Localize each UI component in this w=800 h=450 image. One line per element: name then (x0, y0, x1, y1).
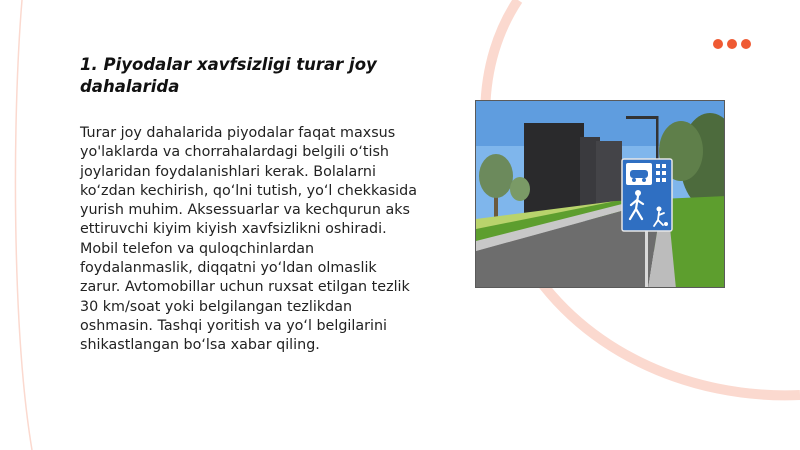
dot (727, 39, 737, 49)
residential-zone-sign-icon (622, 159, 672, 231)
slide-title: 1. Piyodalar xavfsizligi turar joy dahalarida (80, 55, 377, 96)
street-scene-illustration (476, 101, 725, 288)
menu-dots-icon (713, 39, 751, 49)
dot (713, 39, 723, 49)
residential-street-image (475, 100, 725, 288)
dot (741, 39, 751, 49)
slide-body-text: Turar joy dahalarida piyodalar faqat maxsus yo'laklarda va chorrahalardagi belgili o‘tish joylaridan foydalanishlari kerak. Bolalarni ko‘zdan kechirish, qo‘lni tutish, yo‘l chekkasida yurish muhim. Aksessuarlar va kechqurun aks ettiruvchi kiyim kiyish xavfsizlikni oshiradi. Mobil telefon va quloqchinlardan foydalanmaslik, diqqatni yo‘ldan olmaslik zarur. Avtomobillar uchun ruxsat etilgan tezlik 30 km/soat yoki belgilangan tezlikdan oshmasin. Tashqi yoritish va yo‘l belgilarini shikastlangan bo‘lsa xabar qiling. (80, 125, 417, 354)
